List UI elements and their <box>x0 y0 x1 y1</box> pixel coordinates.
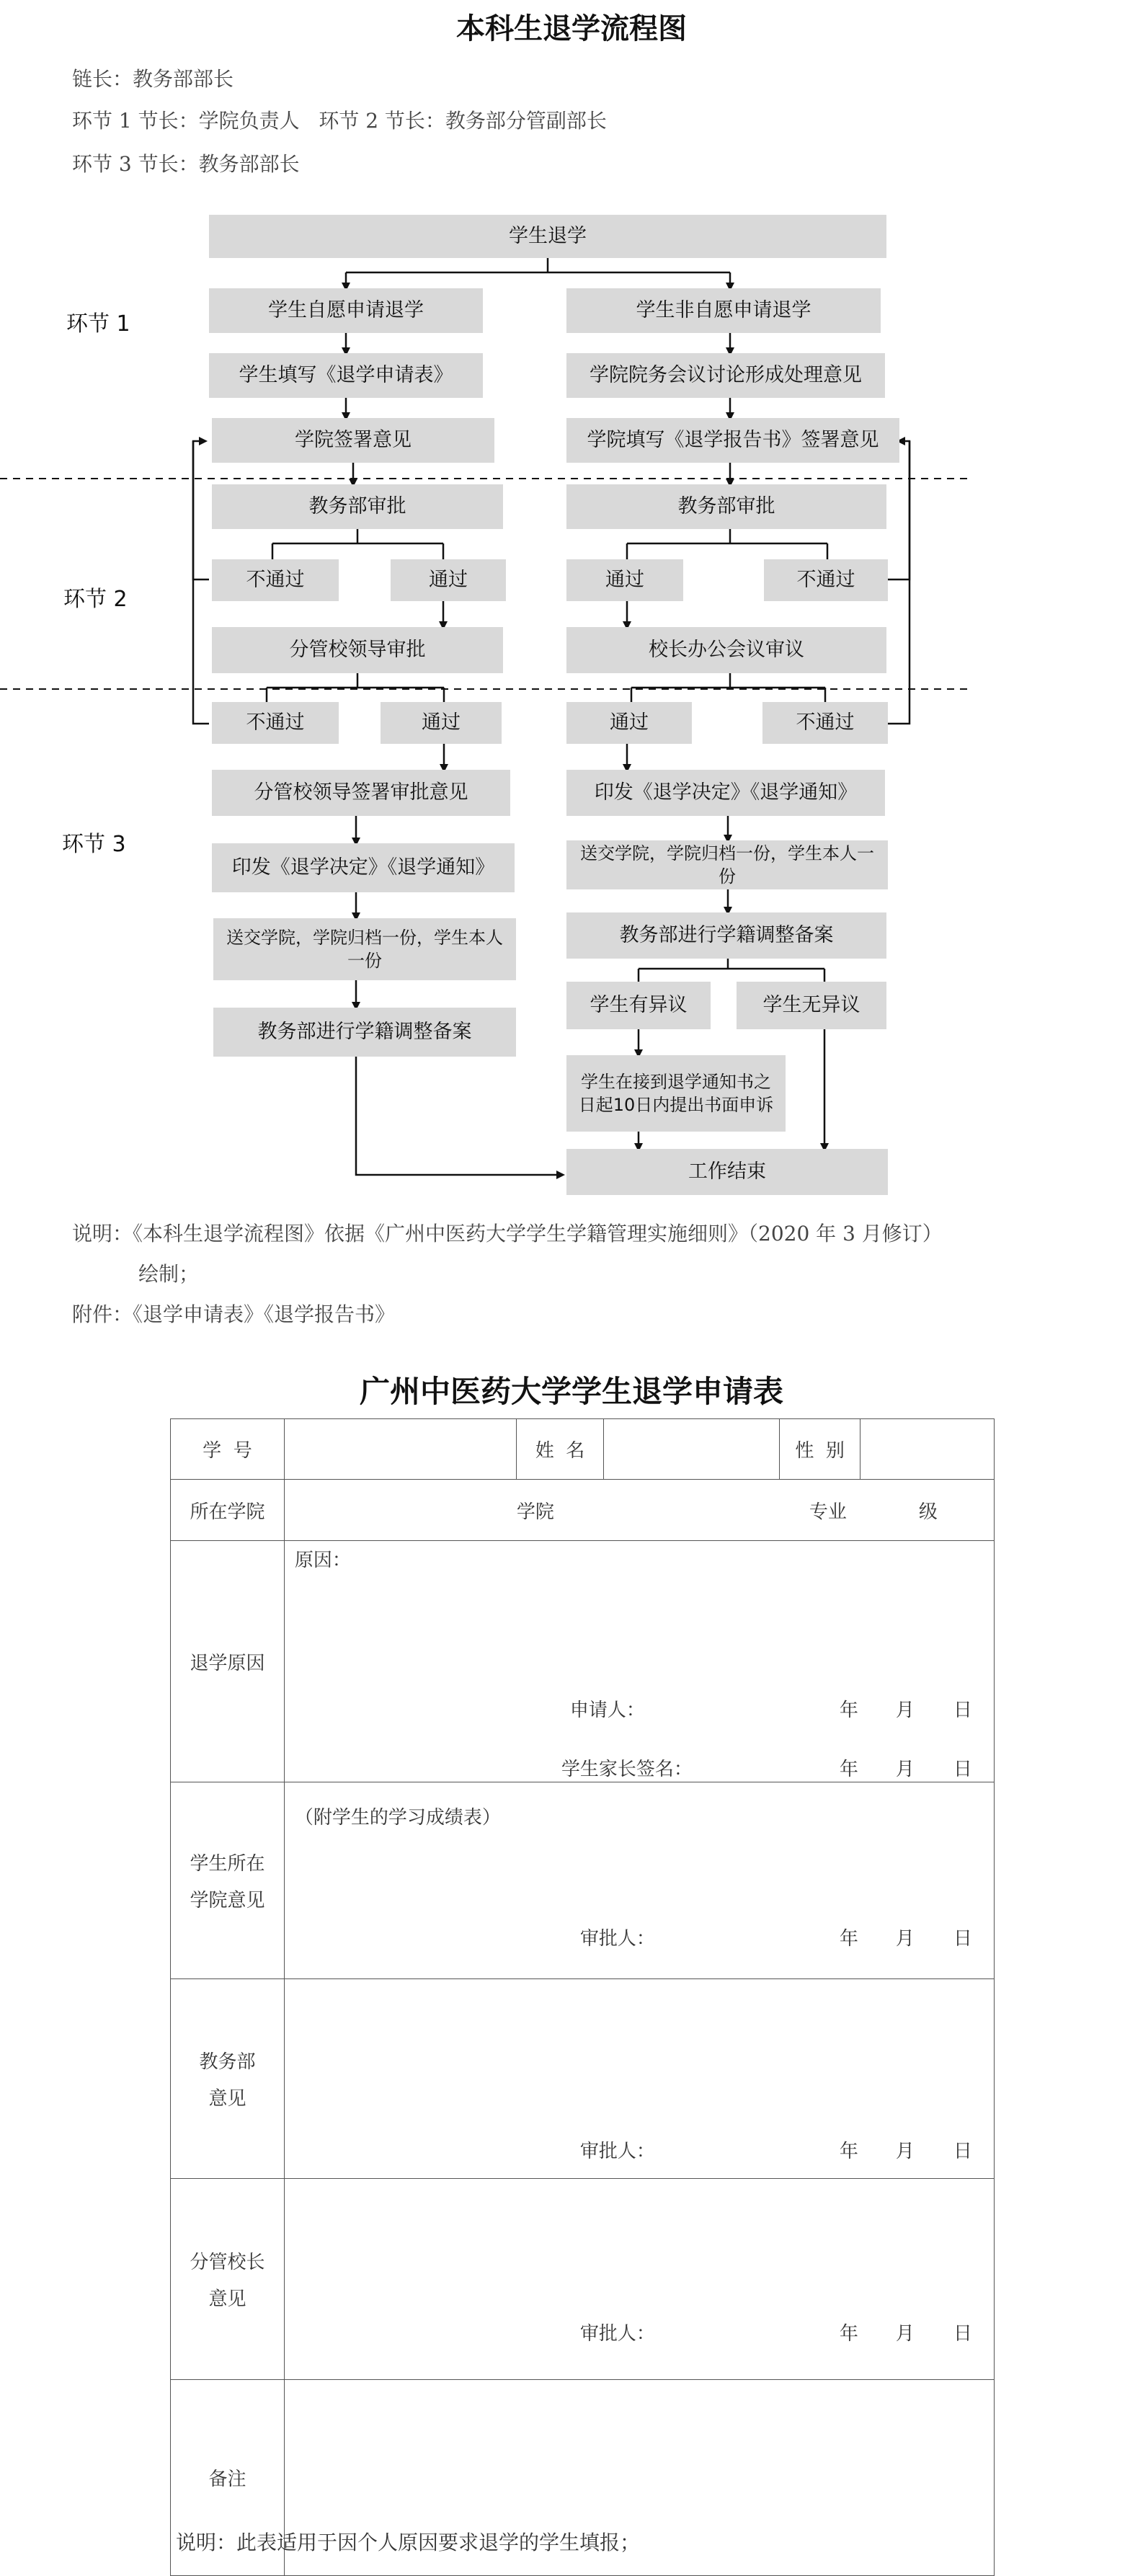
name-label: 姓 名 <box>516 1419 604 1480</box>
flow-right-issue-notice: 印发《退学决定》《退学通知》 <box>566 770 885 816</box>
flow-right-reject-2: 不通过 <box>762 702 888 744</box>
college-year: 年 <box>839 1928 858 1950</box>
parent-year: 年 <box>839 1759 858 1780</box>
college-day: 日 <box>953 1928 972 1950</box>
college-major-field[interactable] <box>284 1480 994 1541</box>
vp-month: 月 <box>895 2323 915 2345</box>
grade-label: 级 <box>918 1501 938 1523</box>
remarks-label: 备注 <box>171 2380 285 2576</box>
vp-opinion-line-2: 意见 <box>208 2288 246 2310</box>
parent-sign-label: 学生家长签名： <box>561 1759 693 1780</box>
flow-end: 工作结束 <box>566 1149 888 1195</box>
flow-left-deliver: 送交学院，学院归档一份，学生本人一份 <box>213 918 516 980</box>
chain-chief: 链长：教务部部长 <box>72 67 234 91</box>
flow-right-council: 学院院务会议讨论形成处理意见 <box>566 353 885 398</box>
stage-2-label: 环节 2 <box>63 587 128 612</box>
vp-approver-label: 审批人： <box>579 2323 655 2345</box>
form-footnote: 说明：此表适用于因个人原因要求退学的学生填报； <box>176 2531 641 2554</box>
reason-field[interactable] <box>284 1541 994 1782</box>
academic-opinion-label <box>171 1979 285 2179</box>
flow-left-vp-sign: 分管校领导签署审批意见 <box>212 770 510 816</box>
college-opinion-line-1: 学生所在 <box>190 1853 265 1875</box>
flow-left-issue-notice: 印发《退学决定》《退学通知》 <box>212 843 515 892</box>
transcript-note: （附学生的学习成绩表） <box>294 1807 501 1829</box>
flow-left-fill-form: 学生填写《退学申请表》 <box>209 353 483 398</box>
attachments-note: 附件：《退学申请表》《退学报告书》 <box>72 1302 396 1326</box>
college-opinion-label <box>171 1782 285 1979</box>
academic-opinion-line-1: 教务部 <box>199 2051 256 2073</box>
chain-stage3-lead: 环节 3 节长：教务部部长 <box>72 152 300 176</box>
flow-left-pass-1: 通过 <box>391 559 506 601</box>
vp-opinion-line-1: 分管校长 <box>190 2252 265 2273</box>
flow-right-president-review: 校长办公会议审议 <box>566 627 886 673</box>
academic-year: 年 <box>839 2141 858 2162</box>
college-label: 所在学院 <box>171 1480 285 1541</box>
applicant-label: 申请人： <box>569 1700 645 1721</box>
flow-left-record: 教务部进行学籍调整备案 <box>213 1008 516 1057</box>
applicant-year: 年 <box>839 1700 858 1721</box>
flow-left-reject-2: 不通过 <box>212 702 339 744</box>
student-id-field[interactable] <box>284 1419 516 1480</box>
flow-right-academic-review: 教务部审批 <box>566 484 886 529</box>
chain-stage-leads: 环节 1 节长：学院负责人 环节 2 节长：教务部分管副部长 <box>72 109 607 133</box>
flow-explanation-cont: 绘制； <box>138 1262 200 1286</box>
flow-right-no-objection: 学生无异议 <box>737 982 886 1029</box>
academic-day: 日 <box>953 2141 972 2162</box>
college-suffix: 学院 <box>516 1501 554 1523</box>
vp-opinion-label <box>171 2179 285 2380</box>
name-field[interactable] <box>604 1419 780 1480</box>
flow-root-withdrawal: 学生退学 <box>209 215 886 258</box>
stage-1-label: 环节 1 <box>66 311 130 337</box>
flow-right-deliver: 送交学院，学院归档一份，学生本人一份 <box>566 840 888 889</box>
vp-opinion-field[interactable] <box>284 2179 994 2380</box>
college-opinion-line-2: 学院意见 <box>190 1890 265 1911</box>
reason-prefix: 原因： <box>294 1550 351 1571</box>
gender-label: 性 别 <box>780 1419 860 1480</box>
gender-field[interactable] <box>860 1419 995 1480</box>
vp-day: 日 <box>953 2323 972 2345</box>
flow-right-reject-1: 不通过 <box>764 559 888 601</box>
vp-year: 年 <box>839 2323 858 2345</box>
applicant-month: 月 <box>895 1700 915 1721</box>
flow-left-vp-review: 分管校领导审批 <box>212 627 503 673</box>
flow-explanation: 说明：《本科生退学流程图》依据《广州中医药大学学生学籍管理实施细则》（2020 年 3 月修订） <box>72 1222 943 1245</box>
flow-right-pass-2: 通过 <box>566 702 692 744</box>
flow-right-report: 学院填写《退学报告书》签署意见 <box>566 418 899 463</box>
flow-right-record: 教务部进行学籍调整备案 <box>566 912 886 959</box>
academic-month: 月 <box>895 2141 915 2162</box>
flow-connectors <box>0 0 1143 1225</box>
student-id-label: 学 号 <box>171 1419 285 1480</box>
page-title: 本科生退学流程图 <box>456 12 687 45</box>
parent-day: 日 <box>953 1759 972 1780</box>
flow-left-voluntary: 学生自愿申请退学 <box>209 288 483 333</box>
flow-right-objection: 学生有异议 <box>566 982 711 1029</box>
major-label: 专业 <box>809 1501 847 1523</box>
academic-approver-label: 审批人： <box>579 2141 655 2162</box>
withdrawal-application-form <box>170 1418 995 2576</box>
flow-left-college-sign: 学院签署意见 <box>212 418 494 463</box>
reason-label: 退学原因 <box>171 1541 285 1782</box>
academic-opinion-field[interactable] <box>284 1979 994 2179</box>
parent-month: 月 <box>895 1759 915 1780</box>
college-month: 月 <box>895 1928 915 1950</box>
applicant-day: 日 <box>953 1700 972 1721</box>
flow-left-academic-review: 教务部审批 <box>212 484 503 529</box>
flow-left-reject-1: 不通过 <box>212 559 339 601</box>
flow-right-pass-1: 通过 <box>566 559 683 601</box>
flow-left-pass-2: 通过 <box>381 702 502 744</box>
flow-right-appeal: 学生在接到退学通知书之日起10日内提出书面申诉 <box>566 1055 786 1132</box>
college-approver-label: 审批人： <box>579 1928 655 1950</box>
form-title: 广州中医药大学学生退学申请表 <box>359 1374 783 1409</box>
flow-right-involuntary: 学生非自愿申请退学 <box>566 288 881 333</box>
stage-3-label: 环节 3 <box>62 832 126 857</box>
academic-opinion-line-2: 意见 <box>208 2088 246 2110</box>
college-opinion-field[interactable] <box>284 1782 994 1979</box>
